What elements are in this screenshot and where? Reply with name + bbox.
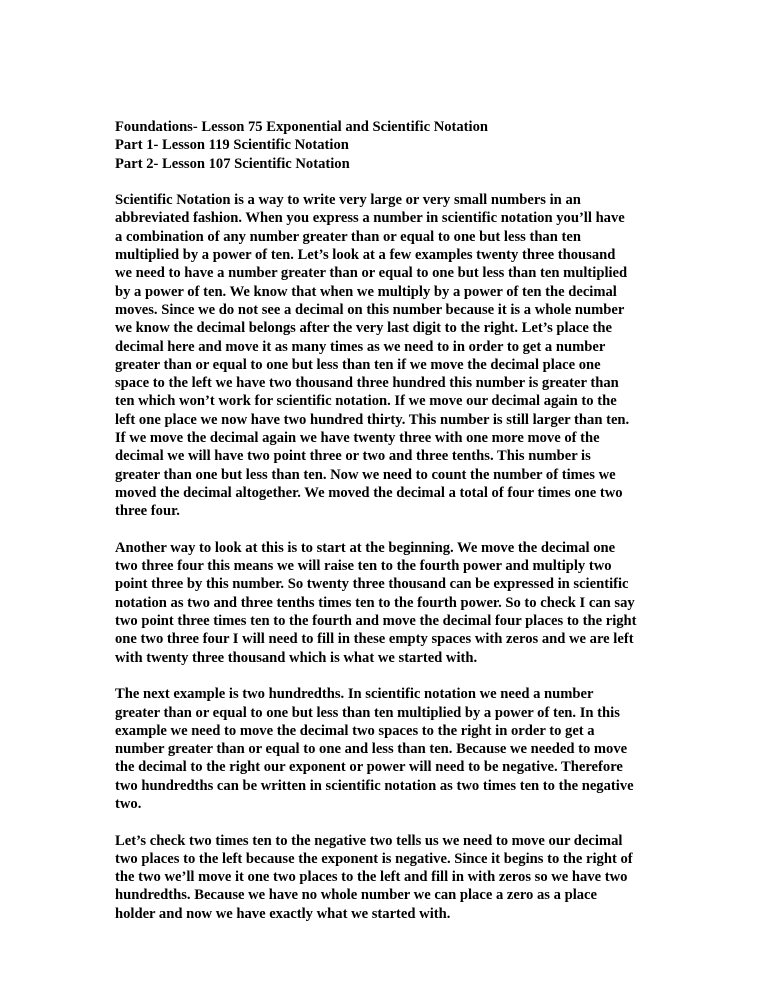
text-line: greater than or equal to one but less than ten multiplied by a power of ten. In this	[115, 704, 620, 721]
text-line: a combination of any number greater than or equal to one but less than ten	[115, 228, 581, 245]
lesson-title: Foundations- Lesson 75 Exponential and Scientific Notation	[115, 119, 489, 135]
body-text	[115, 191, 655, 923]
text-line: the decimal to the right our exponent or power will need to be negative. Therefore	[115, 759, 623, 776]
text-line: by a power of ten. We know that when we multiply by a power of ten the decimal	[115, 283, 617, 300]
text-line: we know the decimal belongs after the very last digit to the right. Let’s place the	[115, 320, 612, 337]
text-line: two point three times ten to the fourth and move the decimal four places to the right	[115, 613, 637, 630]
text-line: Scientific Notation is a way to write very large or very small numbers in an	[115, 192, 581, 209]
text-line: one two three four I will need to fill in these empty spaces with zeros and we are left	[115, 631, 634, 648]
text-line: abbreviated fashion. When you express a number in scientific notation you’ll have	[115, 210, 625, 227]
text-line: left one place we now have two hundred thirty. This number is still larger than ten.	[115, 411, 630, 428]
part-2-heading: Part 2- Lesson 107 Scientific Notation	[115, 155, 350, 172]
text-line: holder and now we have exactly what we started with.	[115, 905, 451, 922]
text-line: space to the left we have two thousand three hundred this number is greater than	[115, 375, 619, 392]
text-line: example we need to move the decimal two spaces to the right in order to get a	[115, 722, 595, 739]
text-line: with twenty three thousand which is what we started with.	[115, 649, 478, 666]
text-line: the two we’ll move it one two places to the left and fill in with zeros so we have two	[115, 869, 628, 886]
text-line: hundredths. Because we have no whole number we can place a zero as a place	[115, 887, 597, 904]
text-line: The next example is two hundredths. In scientific notation we need a number	[115, 686, 594, 703]
text-line: we need to have a number greater than or equal to one but less than ten multiplied	[115, 265, 628, 282]
paragraph-2	[115, 539, 655, 667]
text-line: two places to the left because the exponent is negative. Since it begins to the right of	[115, 850, 633, 867]
paragraph-1	[115, 191, 655, 520]
text-line: three four.	[115, 503, 180, 520]
text-line: decimal we will have two point three or two and three tenths. This number is	[115, 448, 591, 465]
document-page	[115, 118, 655, 941]
text-line: point three by this number. So twenty three thousand can be expressed in scientific	[115, 576, 629, 593]
text-line: Another way to look at this is to start at the beginning. We move the decimal one	[115, 539, 616, 556]
text-line: moves. Since we do not see a decimal on this number because it is a whole number	[115, 301, 625, 318]
text-line: notation as two and three tenths times ten to the fourth power. So to check I can say	[115, 594, 635, 611]
text-line: decimal here and move it as many times as we need to in order to get a number	[115, 338, 606, 355]
paragraph-4	[115, 832, 655, 923]
text-line: Let’s check two times ten to the negative two tells us we need to move our decimal	[115, 832, 623, 849]
text-line: two three four this means we will raise ten to the fourth power and multiply two	[115, 558, 612, 575]
text-line: multiplied by a power of ten. Let’s look at a few examples twenty three thousand	[115, 247, 616, 264]
lesson-header	[115, 118, 655, 173]
text-line: greater than one but less than ten. Now we need to count the number of times we	[115, 466, 616, 483]
text-line: two hundredths can be written in scientific notation as two times ten to the negative	[115, 777, 634, 794]
text-line: number greater than or equal to one and less than ten. Because we needed to move	[115, 741, 628, 758]
text-line: greater than or equal to one but less than ten if we move the decimal place one	[115, 356, 601, 373]
text-line: If we move the decimal again we have twenty three with one more move of the	[115, 430, 600, 447]
paragraph-3	[115, 685, 655, 813]
text-line: two.	[115, 795, 142, 812]
part-1-heading: Part 1- Lesson 119 Scientific Notation	[115, 137, 349, 154]
text-line: moved the decimal altogether. We moved the decimal a total of four times one two	[115, 484, 623, 501]
text-line: ten which won’t work for scientific notation. If we move our decimal again to the	[115, 393, 617, 410]
